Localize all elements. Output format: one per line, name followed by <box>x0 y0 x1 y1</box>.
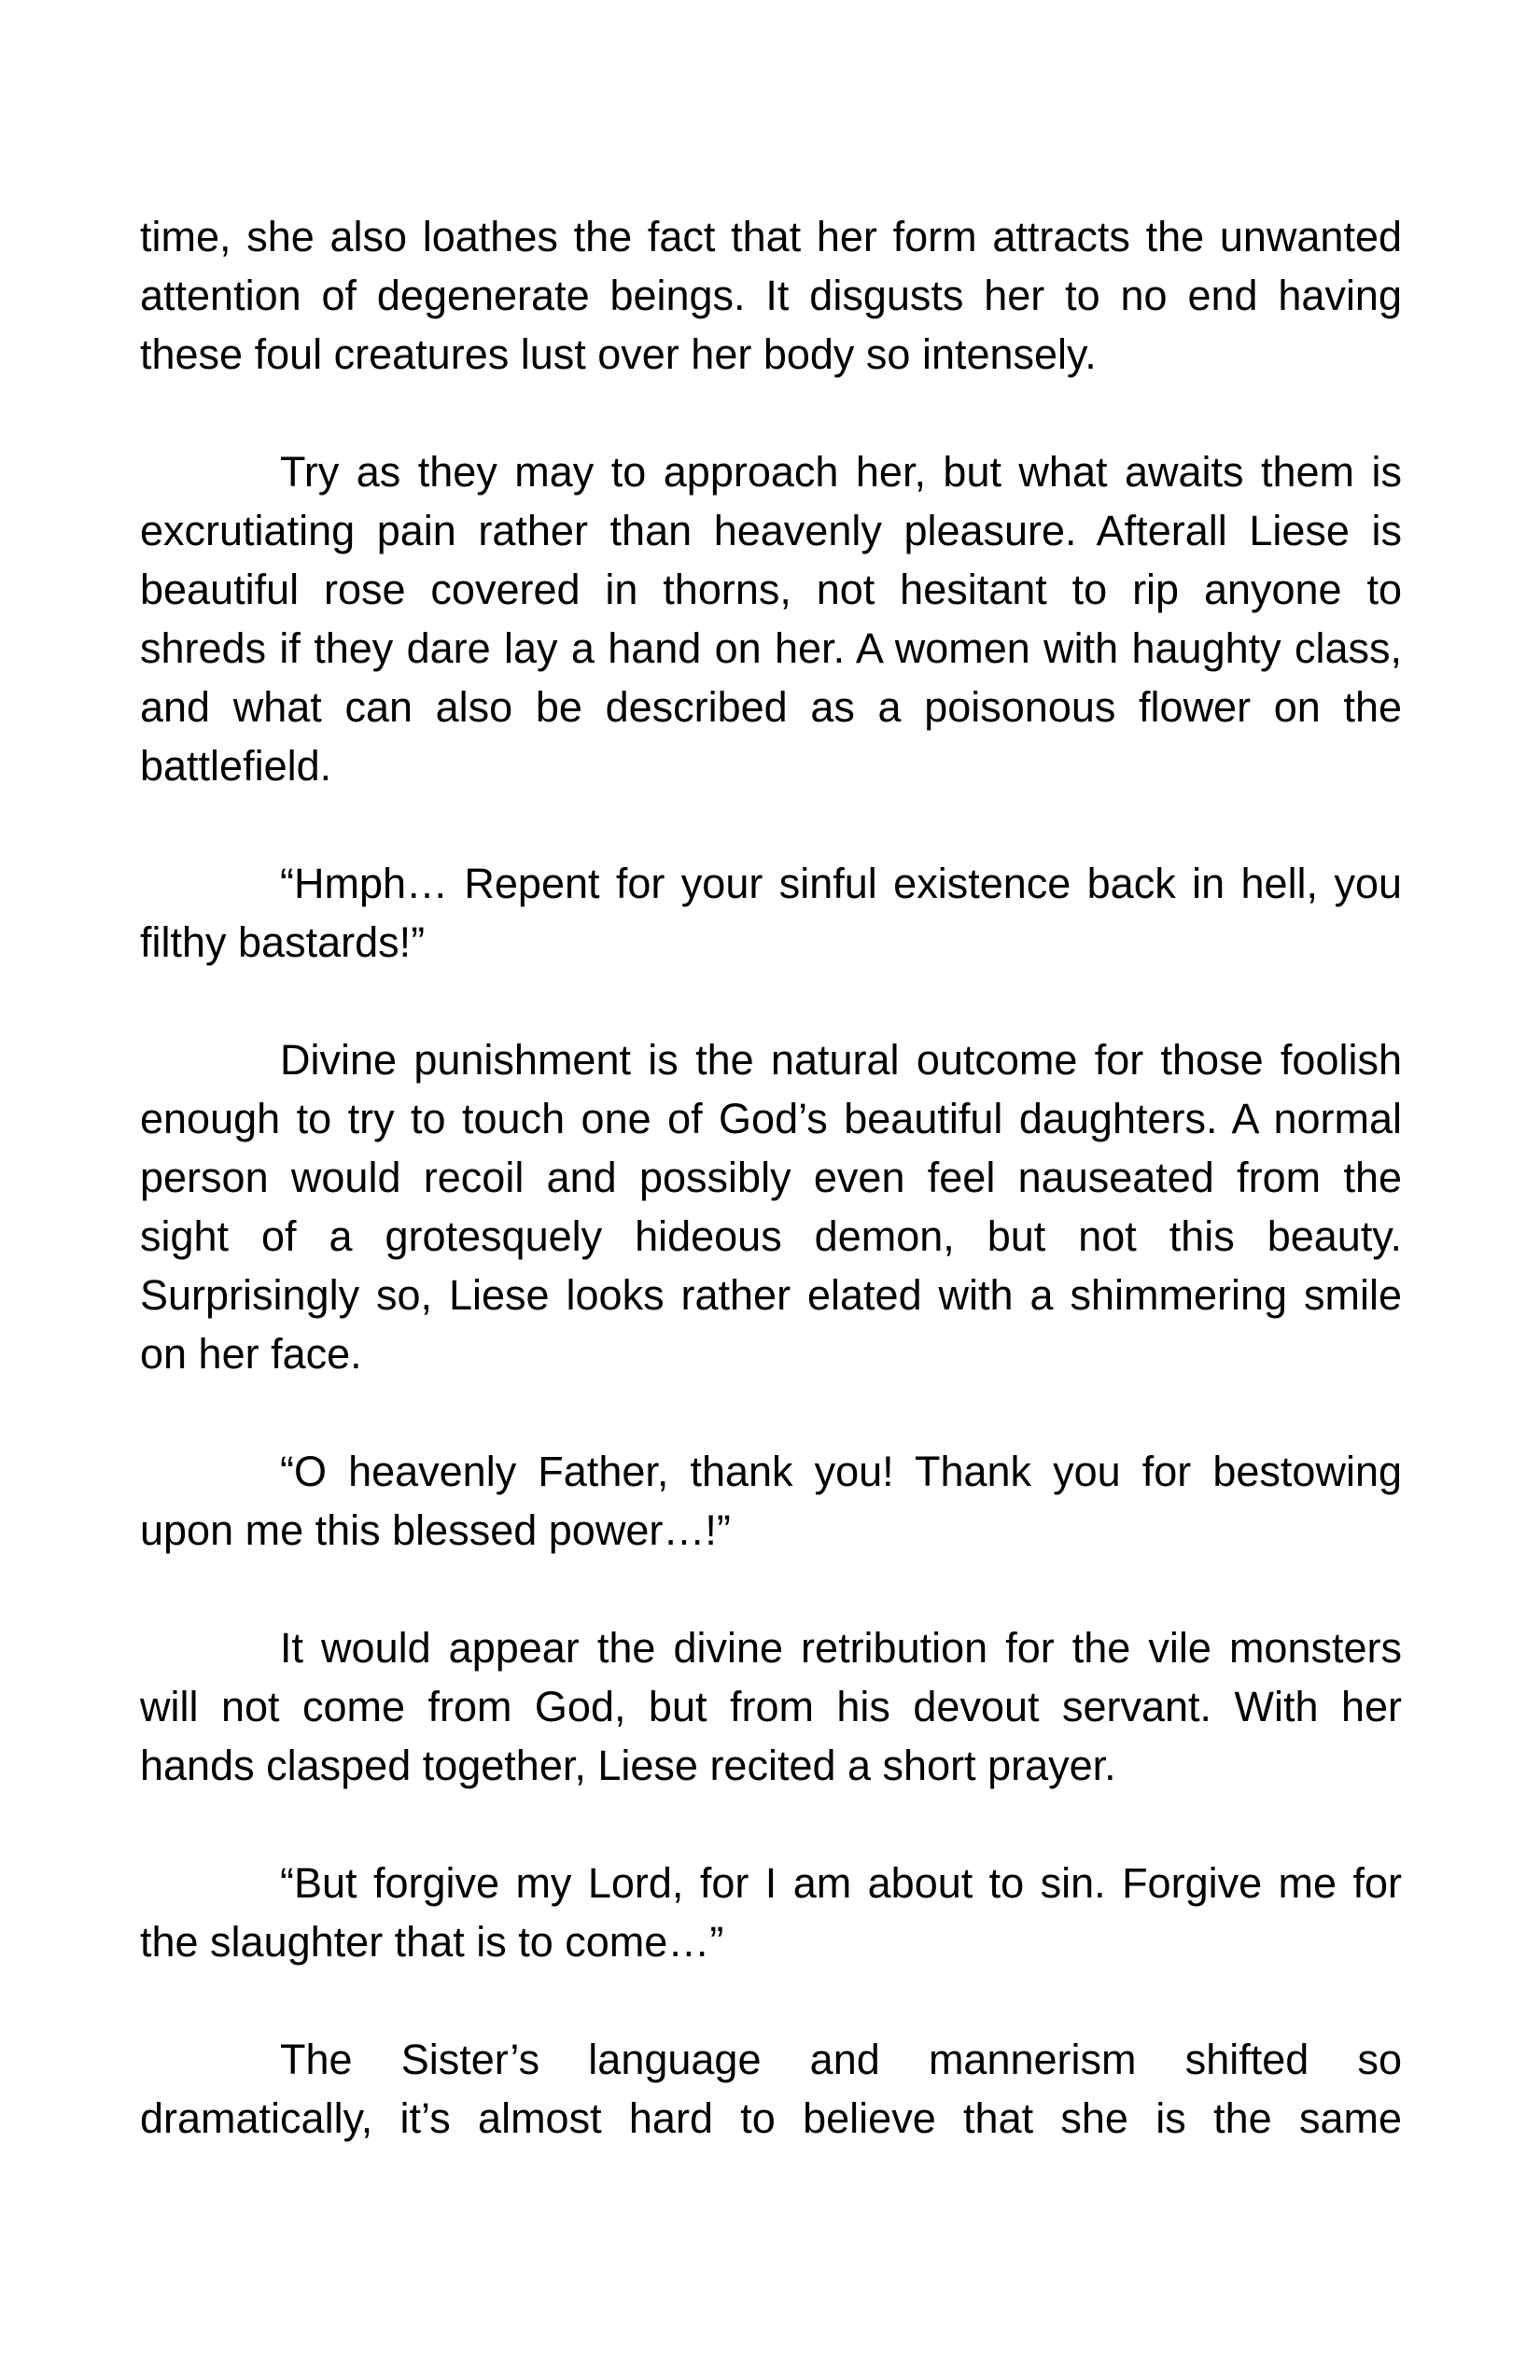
paragraph: “But forgive my Lord, for I am about to sin. Forgive me for the slaughter that is to come…” <box>140 1859 1402 1966</box>
paragraph: Divine punishment is the natural outcome for those foolish enough to try to touch one of God’s beautiful daughters. A normal person would recoil and possibly even feel nauseated from the sight of a grotesquely hideous demon, but not this beauty. Surprisingly so, Liese looks rather elated with a shimmering smile on her face. <box>140 1036 1402 1378</box>
paragraph: The Sister’s language and mannerism shifted so dramatically, it’s almost hard to believe that she is the same <box>140 2036 1402 2142</box>
paragraph: time, she also loathes the fact that her form attracts the unwanted attention of degenerate beings. It disgusts her to no end having these foul creatures lust over her body so intensely. <box>140 213 1402 378</box>
paragraph: “O heavenly Father, thank you! Thank you for bestowing upon me this blessed power…!” <box>140 1448 1402 1554</box>
paragraph: “Hmph… Repent for your sinful existence back in hell, you filthy bastards!” <box>140 860 1402 966</box>
paragraph: Try as they may to approach her, but what awaits them is excrutiating pain rather than heavenly pleasure. Afterall Liese is beautiful rose covered in thorns, not hesitant to rip anyone to shreds if they dare lay a hand on her. A women with haughty class, and what can also be described as a poisonous flower on the battlefield. <box>140 448 1402 790</box>
paragraph: It would appear the divine retribution for the vile monsters will not come from God, but from his devout servant. With her hands clasped together, Liese recited a short prayer. <box>140 1624 1402 1789</box>
